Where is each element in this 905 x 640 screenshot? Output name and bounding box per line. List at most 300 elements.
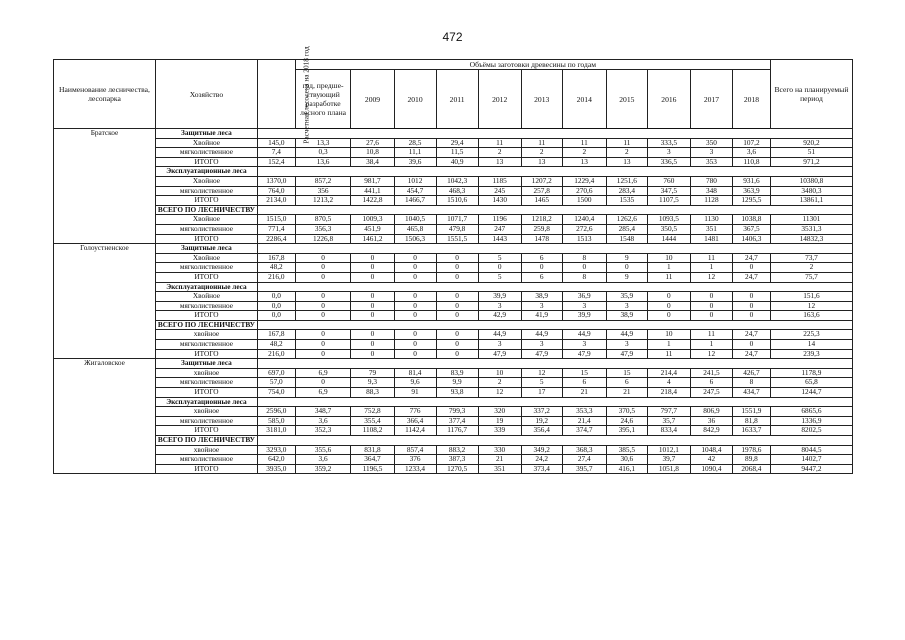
value-cell: 2	[478, 148, 521, 158]
section-title: ВСЕГО ПО ЛЕСНИЧЕСТВУ	[155, 436, 257, 446]
farm-label: хвойное	[155, 407, 257, 417]
value-cell: 270,6	[562, 186, 606, 196]
table-row	[54, 272, 853, 282]
value-cell: 4	[647, 378, 690, 388]
farm-label: хвойное	[155, 330, 257, 340]
section-header-row	[54, 320, 853, 330]
value-cell: 8	[562, 253, 606, 263]
value-cell: 2	[521, 148, 562, 158]
value-cell: 0	[351, 301, 394, 311]
value-cell: 8044,5	[770, 445, 852, 455]
value-cell: 1107,5	[647, 196, 690, 206]
value-cell: 1515,0	[257, 215, 295, 225]
value-cell: 167,8	[257, 330, 295, 340]
value-cell: 754,0	[257, 388, 295, 398]
table-row	[54, 253, 853, 263]
value-cell: 376	[394, 455, 436, 465]
value-cell: 1513	[562, 234, 606, 244]
farm-label: ИТОГО	[155, 196, 257, 206]
value-cell: 10	[647, 253, 690, 263]
value-cell: 0	[351, 263, 394, 273]
value-cell: 1270,5	[436, 464, 478, 474]
value-cell: 13	[562, 157, 606, 167]
value-cell: 11	[690, 253, 732, 263]
value-cell: 0	[436, 340, 478, 350]
value-cell: 0	[394, 292, 436, 302]
value-cell: 363,9	[732, 186, 770, 196]
value-cell: 3,6	[295, 455, 351, 465]
value-cell: 1336,9	[770, 416, 852, 426]
value-cell: 367,5	[732, 224, 770, 234]
header-year: 2013	[521, 70, 562, 129]
value-cell: 1071,7	[436, 215, 478, 225]
value-cell: 3935,0	[257, 464, 295, 474]
value-cell: 0	[436, 349, 478, 359]
value-cell: 1108,2	[351, 426, 394, 436]
value-cell: 216,0	[257, 272, 295, 282]
value-cell: 0	[436, 330, 478, 340]
value-cell: 842,9	[690, 426, 732, 436]
value-cell: 1244,7	[770, 388, 852, 398]
value-cell: 0	[394, 301, 436, 311]
table-row	[54, 176, 853, 186]
value-cell: 5	[478, 272, 521, 282]
value-cell: 3	[562, 301, 606, 311]
value-cell: 24,7	[732, 272, 770, 282]
value-cell: 44,9	[478, 330, 521, 340]
value-cell: 971,2	[770, 157, 852, 167]
farm-label: мягколиственное	[155, 416, 257, 426]
value-cell: 3,6	[295, 416, 351, 426]
value-cell: 57,0	[257, 378, 295, 388]
value-cell: 0	[732, 301, 770, 311]
value-cell: 28,5	[394, 138, 436, 148]
value-cell: 0	[436, 292, 478, 302]
value-cell: 349,2	[521, 445, 562, 455]
header-year: 2009	[351, 70, 394, 129]
value-cell: 348	[690, 186, 732, 196]
value-cell: 1535	[606, 196, 647, 206]
table-row	[54, 464, 853, 474]
value-cell: 337,2	[521, 407, 562, 417]
value-cell: 51	[770, 148, 852, 158]
value-cell: 11,5	[436, 148, 478, 158]
value-cell: 6,9	[295, 368, 351, 378]
section-title: ВСЕГО ПО ЛЕСНИЧЕСТВУ	[155, 205, 257, 215]
value-cell: 0	[295, 292, 351, 302]
value-cell: 3	[562, 340, 606, 350]
value-cell: 1251,6	[606, 176, 647, 186]
value-cell: 15	[606, 368, 647, 378]
farm-label: Хвойное	[155, 253, 257, 263]
value-cell: 35,7	[647, 416, 690, 426]
value-cell: 931,6	[732, 176, 770, 186]
value-cell: 42	[690, 455, 732, 465]
value-cell: 0	[351, 292, 394, 302]
value-cell: 350,5	[647, 224, 690, 234]
value-cell: 13,3	[295, 138, 351, 148]
farm-label: мягколиственное	[155, 263, 257, 273]
value-cell: 9,3	[351, 378, 394, 388]
section-header-row	[54, 436, 853, 446]
value-cell: 14832,3	[770, 234, 852, 244]
section-title: Эксплуатационные леса	[155, 282, 257, 292]
value-cell: 920,2	[770, 138, 852, 148]
value-cell: 0	[690, 292, 732, 302]
value-cell: 0	[295, 378, 351, 388]
value-cell: 776	[394, 407, 436, 417]
value-cell: 3480,3	[770, 186, 852, 196]
value-cell: 356	[295, 186, 351, 196]
value-cell: 465,8	[394, 224, 436, 234]
value-cell: 1196	[478, 215, 521, 225]
value-cell: 73,7	[770, 253, 852, 263]
value-cell: 2	[478, 378, 521, 388]
value-cell: 24,7	[732, 330, 770, 340]
value-cell: 1040,5	[394, 215, 436, 225]
value-cell: 883,2	[436, 445, 478, 455]
value-cell: 3	[606, 301, 647, 311]
value-cell: 39,9	[478, 292, 521, 302]
value-cell: 0	[295, 301, 351, 311]
value-cell: 1176,7	[436, 426, 478, 436]
value-cell: 981,7	[351, 176, 394, 186]
value-cell: 870,5	[295, 215, 351, 225]
value-cell: 218,4	[647, 388, 690, 398]
value-cell: 0	[351, 349, 394, 359]
value-cell: 353	[690, 157, 732, 167]
value-cell: 13,6	[295, 157, 351, 167]
value-cell: 81,4	[394, 368, 436, 378]
farm-label: мягколиственное	[155, 301, 257, 311]
value-cell: 6865,6	[770, 407, 852, 417]
table-row	[54, 330, 853, 340]
harvest-volume-table	[53, 45, 853, 474]
farm-label: ИТОГО	[155, 349, 257, 359]
value-cell: 21,4	[562, 416, 606, 426]
value-cell: 0	[436, 253, 478, 263]
value-cell: 780	[690, 176, 732, 186]
section-spacer	[257, 397, 852, 407]
value-cell: 0	[295, 272, 351, 282]
value-cell: 39,6	[394, 157, 436, 167]
value-cell: 79	[351, 368, 394, 378]
value-cell: 88,3	[351, 388, 394, 398]
value-cell: 10,8	[351, 148, 394, 158]
value-cell: 9,9	[436, 378, 478, 388]
value-cell: 1240,4	[562, 215, 606, 225]
page-number: 472	[442, 30, 463, 44]
value-cell: 8	[732, 378, 770, 388]
value-cell: 806,9	[690, 407, 732, 417]
value-cell: 1185	[478, 176, 521, 186]
value-cell: 6	[690, 378, 732, 388]
value-cell: 11	[606, 138, 647, 148]
value-cell: 1229,4	[562, 176, 606, 186]
value-cell: 799,3	[436, 407, 478, 417]
table-row	[54, 388, 853, 398]
value-cell: 377,4	[436, 416, 478, 426]
value-cell: 1481	[690, 234, 732, 244]
value-cell: 1012	[394, 176, 436, 186]
value-cell: 1402,7	[770, 455, 852, 465]
value-cell: 1226,8	[295, 234, 351, 244]
value-cell: 1	[690, 340, 732, 350]
value-cell: 347,5	[647, 186, 690, 196]
value-cell: 47,9	[562, 349, 606, 359]
value-cell: 0,0	[257, 292, 295, 302]
farm-label: мягколиственное	[155, 378, 257, 388]
value-cell: 17	[521, 388, 562, 398]
value-cell: 36,9	[562, 292, 606, 302]
value-cell: 0	[478, 263, 521, 273]
value-cell: 3531,3	[770, 224, 852, 234]
value-cell: 8202,5	[770, 426, 852, 436]
value-cell: 5	[521, 378, 562, 388]
value-cell: 214,4	[647, 368, 690, 378]
value-cell: 3,6	[732, 148, 770, 158]
value-cell: 0	[394, 349, 436, 359]
value-cell: 0	[394, 253, 436, 263]
value-cell: 336,5	[647, 157, 690, 167]
value-cell: 3	[606, 340, 647, 350]
value-cell: 10	[647, 330, 690, 340]
farm-label: мягколиственное	[155, 455, 257, 465]
value-cell: 1093,5	[647, 215, 690, 225]
header-year: 2015	[606, 70, 647, 129]
farm-label: мягколиственное	[155, 186, 257, 196]
value-cell: 0,0	[257, 301, 295, 311]
value-cell: 0,3	[295, 148, 351, 158]
section-header-row	[54, 129, 853, 139]
value-cell: 1207,2	[521, 176, 562, 186]
value-cell: 760	[647, 176, 690, 186]
value-cell: 0	[732, 263, 770, 273]
value-cell: 351	[478, 464, 521, 474]
value-cell: 2134,0	[257, 196, 295, 206]
value-cell: 14	[770, 340, 852, 350]
value-cell: 47,9	[478, 349, 521, 359]
value-cell: 2596,0	[257, 407, 295, 417]
value-cell: 9	[606, 253, 647, 263]
value-cell: 364,7	[351, 455, 394, 465]
section-spacer	[257, 167, 852, 177]
district-name: Голоустненское	[54, 244, 156, 359]
header-year: 2016	[647, 70, 690, 129]
value-cell: 1038,8	[732, 215, 770, 225]
table-row	[54, 301, 853, 311]
value-cell: 0	[521, 263, 562, 273]
table-row	[54, 311, 853, 321]
value-cell: 13	[606, 157, 647, 167]
value-cell: 350	[690, 138, 732, 148]
value-cell: 426,7	[732, 368, 770, 378]
value-cell: 1048,4	[690, 445, 732, 455]
value-cell: 387,3	[436, 455, 478, 465]
value-cell: 24,6	[606, 416, 647, 426]
section-title: Защитные леса	[155, 129, 257, 139]
value-cell: 89,8	[732, 455, 770, 465]
value-cell: 1130	[690, 215, 732, 225]
value-cell: 356,4	[521, 426, 562, 436]
farm-label: мягколиственное	[155, 148, 257, 158]
value-cell: 41,9	[521, 311, 562, 321]
value-cell: 0	[295, 340, 351, 350]
value-cell: 6	[606, 378, 647, 388]
value-cell: 0	[394, 330, 436, 340]
district-name: Жигаловское	[54, 359, 156, 474]
value-cell: 19	[478, 416, 521, 426]
header-previous-year: год, предше-ствующий разработке лесного плана	[295, 70, 351, 129]
value-cell: 13861,1	[770, 196, 852, 206]
value-cell: 24,7	[732, 349, 770, 359]
section-title: Защитные леса	[155, 359, 257, 369]
farm-label: ИТОГО	[155, 426, 257, 436]
value-cell: 24,7	[732, 253, 770, 263]
value-cell: 0	[394, 263, 436, 273]
farm-label: мягколиственное	[155, 340, 257, 350]
value-cell: 355,6	[295, 445, 351, 455]
value-cell: 225,3	[770, 330, 852, 340]
value-cell: 385,5	[606, 445, 647, 455]
value-cell: 38,9	[606, 311, 647, 321]
value-cell: 110,8	[732, 157, 770, 167]
value-cell: 330	[478, 445, 521, 455]
value-cell: 0	[732, 340, 770, 350]
value-cell: 0	[351, 253, 394, 263]
value-cell: 24,2	[521, 455, 562, 465]
value-cell: 3	[521, 340, 562, 350]
value-cell: 0	[295, 253, 351, 263]
value-cell: 1178,9	[770, 368, 852, 378]
value-cell: 1370,0	[257, 176, 295, 186]
value-cell: 27,4	[562, 455, 606, 465]
section-spacer	[257, 244, 852, 254]
value-cell: 216,0	[257, 349, 295, 359]
value-cell: 0	[295, 330, 351, 340]
value-cell: 93,8	[436, 388, 478, 398]
value-cell: 6	[562, 378, 606, 388]
value-cell: 241,5	[690, 368, 732, 378]
table-row	[54, 407, 853, 417]
value-cell: 0	[394, 340, 436, 350]
value-cell: 1466,7	[394, 196, 436, 206]
farm-label: ИТОГО	[155, 272, 257, 282]
value-cell: 0,0	[257, 311, 295, 321]
value-cell: 1465	[521, 196, 562, 206]
value-cell: 11,1	[394, 148, 436, 158]
value-cell: 1500	[562, 196, 606, 206]
value-cell: 12	[690, 349, 732, 359]
value-cell: 44,9	[562, 330, 606, 340]
value-cell: 0	[436, 272, 478, 282]
value-cell: 163,6	[770, 311, 852, 321]
district-name: Братское	[54, 129, 156, 244]
value-cell: 8	[562, 272, 606, 282]
value-cell: 39,7	[647, 455, 690, 465]
value-cell: 48,2	[257, 263, 295, 273]
farm-label: Хвойное	[155, 215, 257, 225]
value-cell: 38,9	[521, 292, 562, 302]
header-year: 2010	[394, 70, 436, 129]
value-cell: 0	[436, 263, 478, 273]
value-cell: 1	[690, 263, 732, 273]
value-cell: 3	[690, 148, 732, 158]
value-cell: 47,9	[521, 349, 562, 359]
value-cell: 1233,4	[394, 464, 436, 474]
value-cell: 370,5	[606, 407, 647, 417]
farm-label: ИТОГО	[155, 234, 257, 244]
value-cell: 353,3	[562, 407, 606, 417]
value-cell: 3	[521, 301, 562, 311]
value-cell: 247,5	[690, 388, 732, 398]
header-farm: Хозяйство	[155, 60, 257, 129]
value-cell: 12	[770, 301, 852, 311]
value-cell: 1012,1	[647, 445, 690, 455]
value-cell: 40,9	[436, 157, 478, 167]
value-cell: 48,2	[257, 340, 295, 350]
value-cell: 1633,7	[732, 426, 770, 436]
value-cell: 21	[606, 388, 647, 398]
table-row	[54, 292, 853, 302]
value-cell: 395,7	[562, 464, 606, 474]
value-cell: 1551,9	[732, 407, 770, 417]
table-row	[54, 349, 853, 359]
value-cell: 1551,5	[436, 234, 478, 244]
value-cell: 12	[521, 368, 562, 378]
header-volumes-by-year: Объёмы заготовки древесины по годам	[295, 60, 770, 70]
table-row	[54, 196, 853, 206]
value-cell: 2	[562, 148, 606, 158]
value-cell: 1	[647, 340, 690, 350]
value-cell: 1510,6	[436, 196, 478, 206]
value-cell: 0	[647, 311, 690, 321]
value-cell: 339	[478, 426, 521, 436]
value-cell: 368,3	[562, 445, 606, 455]
value-cell: 857,4	[394, 445, 436, 455]
value-cell: 1	[647, 263, 690, 273]
header-allowable-cut-text: Расчетная лесосека на 2018 год	[301, 45, 311, 144]
table-row	[54, 224, 853, 234]
table-body	[54, 129, 853, 474]
farm-label: ИТОГО	[155, 311, 257, 321]
value-cell: 1051,8	[647, 464, 690, 474]
header-total-period: Всего на планируемый период	[770, 60, 852, 129]
value-cell: 247	[478, 224, 521, 234]
value-cell: 752,8	[351, 407, 394, 417]
value-cell: 366,4	[394, 416, 436, 426]
value-cell: 2068,4	[732, 464, 770, 474]
value-cell: 1295,5	[732, 196, 770, 206]
value-cell: 1422,8	[351, 196, 394, 206]
value-cell: 454,7	[394, 186, 436, 196]
value-cell: 91	[394, 388, 436, 398]
value-cell: 7,4	[257, 148, 295, 158]
value-cell: 1978,6	[732, 445, 770, 455]
value-cell: 11	[562, 138, 606, 148]
value-cell: 1430	[478, 196, 521, 206]
value-cell: 145,0	[257, 138, 295, 148]
value-cell: 0	[690, 301, 732, 311]
value-cell: 42,9	[478, 311, 521, 321]
value-cell: 44,9	[606, 330, 647, 340]
value-cell: 13	[521, 157, 562, 167]
value-cell: 245	[478, 186, 521, 196]
value-cell: 355,4	[351, 416, 394, 426]
value-cell: 21	[562, 388, 606, 398]
value-cell: 831,8	[351, 445, 394, 455]
value-cell: 35,9	[606, 292, 647, 302]
